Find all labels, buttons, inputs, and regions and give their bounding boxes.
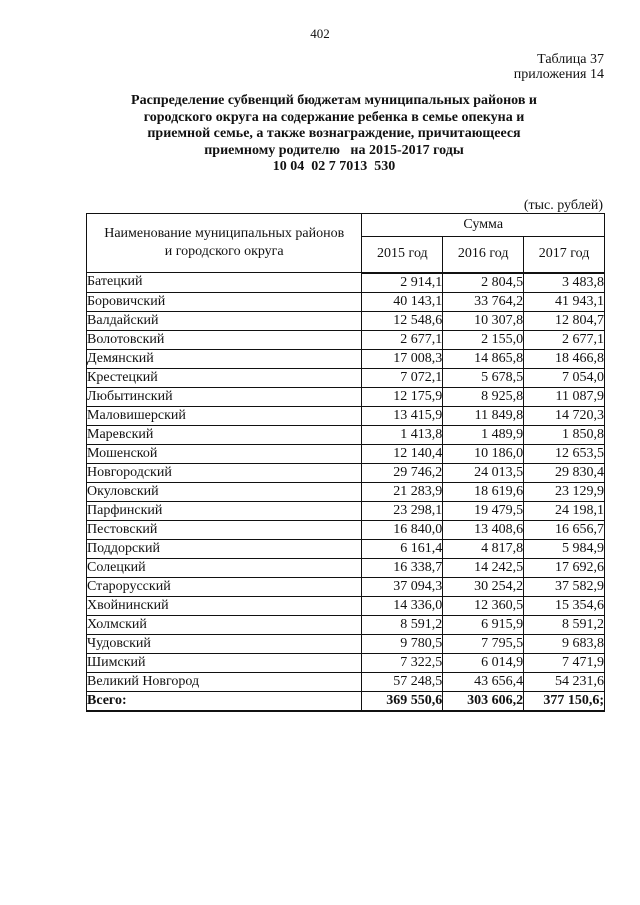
table-row [87,444,605,463]
table-row [87,368,605,387]
units-label: (тыс. рублей) [523,198,603,213]
district-name-cell: Любытинский [87,387,362,406]
table-row [87,577,605,596]
value-2017-cell: 8 591,2 [524,615,605,634]
budget-code: 10 04 02 7 7013 530 [272,159,396,174]
district-name-cell: Демянский [87,349,362,368]
value-2015-cell: 17 008,3 [362,349,443,368]
table-row [87,653,605,672]
table-row [87,482,605,501]
value-2015-cell: 12 140,4 [362,444,443,463]
title-line: городского округа на содержание ребенка в семье опекуна и [143,109,525,125]
value-2015-cell: 7 072,1 [362,368,443,387]
value-2016-cell: 10 307,8 [443,311,524,330]
district-name-cell: Маловишерский [87,406,362,425]
district-name-cell: Мошенской [87,444,362,463]
value-2016-cell: 11 849,8 [443,406,524,425]
table-row [87,463,605,482]
value-2017-cell: 54 231,6 [524,672,605,691]
district-name-cell: Чудовский [87,634,362,653]
table-row [87,330,605,349]
value-2015-cell: 29 746,2 [362,463,443,482]
value-2016-cell: 6 014,9 [443,653,524,672]
value-2016-cell: 33 764,2 [443,292,524,311]
value-2016-cell: 30 254,2 [443,577,524,596]
value-2017-cell: 7 471,9 [524,653,605,672]
value-2015-cell: 37 094,3 [362,577,443,596]
value-2017-cell: 1 850,8 [524,425,605,444]
value-2016-cell: 1 489,9 [443,425,524,444]
value-2015-cell: 57 248,5 [362,672,443,691]
value-2016-cell: 19 479,5 [443,501,524,520]
table-row [87,425,605,444]
value-2017-cell: 15 354,6 [524,596,605,615]
subvention-table [86,213,605,712]
value-2016-cell: 10 186,0 [443,444,524,463]
title-line: приемной семье, а также вознаграждение, причитающееся [147,126,521,141]
year-header: 2017 год [524,237,605,273]
value-2017-cell: 24 198,1 [524,501,605,520]
value-2015-cell: 2 677,1 [362,330,443,349]
table-row [87,672,605,691]
value-2015-cell: 369 550,6 [362,691,443,711]
value-2016-cell: 18 619,6 [443,482,524,501]
district-name-cell: Боровичский [87,292,362,311]
table-row [87,539,605,558]
table-ref-line: Таблица 37 [537,52,604,67]
value-2017-cell: 41 943,1 [524,292,605,311]
table-row [87,596,605,615]
value-2016-cell: 4 817,8 [443,539,524,558]
value-2016-cell: 7 795,5 [443,634,524,653]
value-2016-cell: 2 804,5 [443,273,524,293]
table-row [87,349,605,368]
district-name-cell: Поддорский [87,539,362,558]
value-2016-cell: 8 925,8 [443,387,524,406]
sum-header: Сумма [362,214,605,237]
district-name-cell: Маревский [87,425,362,444]
value-2015-cell: 6 161,4 [362,539,443,558]
value-2016-cell: 14 242,5 [443,558,524,577]
value-2015-cell: 1 413,8 [362,425,443,444]
value-2016-cell: 5 678,5 [443,368,524,387]
table-row [87,615,605,634]
value-2015-cell: 23 298,1 [362,501,443,520]
table-row [87,501,605,520]
value-2017-cell: 18 466,8 [524,349,605,368]
table-row [87,520,605,539]
district-name-cell: Крестецкий [87,368,362,387]
value-2016-cell: 12 360,5 [443,596,524,615]
table-ref-line: приложения 14 [513,67,604,82]
value-2017-cell: 37 582,9 [524,577,605,596]
value-2017-cell: 16 656,7 [524,520,605,539]
district-name-cell: Солецкий [87,558,362,577]
district-name-cell: Холмский [87,615,362,634]
value-2017-cell: 12 653,5 [524,444,605,463]
district-name-cell: Хвойнинский [87,596,362,615]
value-2015-cell: 12 548,6 [362,311,443,330]
name-column-header [87,214,362,273]
value-2015-cell: 16 840,0 [362,520,443,539]
table-reference [514,52,604,82]
value-2017-cell: 7 054,0 [524,368,605,387]
district-name-cell: Окуловский [87,482,362,501]
title-line: Распределение субвенций бюджетам муниципальных районов и [131,93,537,108]
value-2017-cell: 3 483,8 [524,273,605,293]
district-name-cell: Всего: [87,691,362,711]
district-name-cell: Шимский [87,653,362,672]
district-name-cell: Пестовский [87,520,362,539]
district-name-cell: Валдайский [87,311,362,330]
value-2017-cell: 14 720,3 [524,406,605,425]
district-name-cell: Великий Новгород [87,672,362,691]
total-row [87,691,605,711]
value-2016-cell: 2 155,0 [443,330,524,349]
header-line: Наименование муниципальных районов [104,226,345,241]
value-2016-cell: 14 865,8 [443,349,524,368]
header-line: и городского округа [164,244,284,259]
value-2015-cell: 8 591,2 [362,615,443,634]
value-2017-cell: 5 984,9 [524,539,605,558]
value-2017-cell: 23 129,9 [524,482,605,501]
value-2015-cell: 7 322,5 [362,653,443,672]
district-name-cell: Волотовский [87,330,362,349]
table-row [87,387,605,406]
district-name-cell: Парфинский [87,501,362,520]
value-2017-cell: 9 683,8 [524,634,605,653]
table-row [87,273,605,293]
value-2015-cell: 14 336,0 [362,596,443,615]
page-number: 402 [310,26,330,41]
year-header: 2016 год [443,237,524,273]
value-2015-cell: 40 143,1 [362,292,443,311]
value-2015-cell: 12 175,9 [362,387,443,406]
value-2016-cell: 303 606,2 [443,691,524,711]
title-line: приемному родителю на 2015-2017 годы [204,142,464,158]
value-2015-cell: 21 283,9 [362,482,443,501]
table-row [87,292,605,311]
value-2017-cell: 2 677,1 [524,330,605,349]
value-2016-cell: 43 656,4 [443,672,524,691]
district-name-cell: Старорусский [87,577,362,596]
table-row [87,311,605,330]
table-row [87,558,605,577]
value-2015-cell: 2 914,1 [362,273,443,293]
table-row [87,406,605,425]
district-name-cell: Новгородский [87,463,362,482]
table-row [87,634,605,653]
value-2017-cell: 11 087,9 [524,387,605,406]
value-2017-cell: 377 150,6; [524,691,605,711]
value-2017-cell: 12 804,7 [524,311,605,330]
value-2015-cell: 9 780,5 [362,634,443,653]
value-2016-cell: 13 408,6 [443,520,524,539]
value-2017-cell: 17 692,6 [524,558,605,577]
value-2017-cell: 29 830,4 [524,463,605,482]
value-2015-cell: 13 415,9 [362,406,443,425]
document-title [84,93,584,176]
year-header: 2015 год [362,237,443,273]
district-name-cell: Батецкий [87,273,362,293]
value-2016-cell: 24 013,5 [443,463,524,482]
value-2016-cell: 6 915,9 [443,615,524,634]
value-2015-cell: 16 338,7 [362,558,443,577]
